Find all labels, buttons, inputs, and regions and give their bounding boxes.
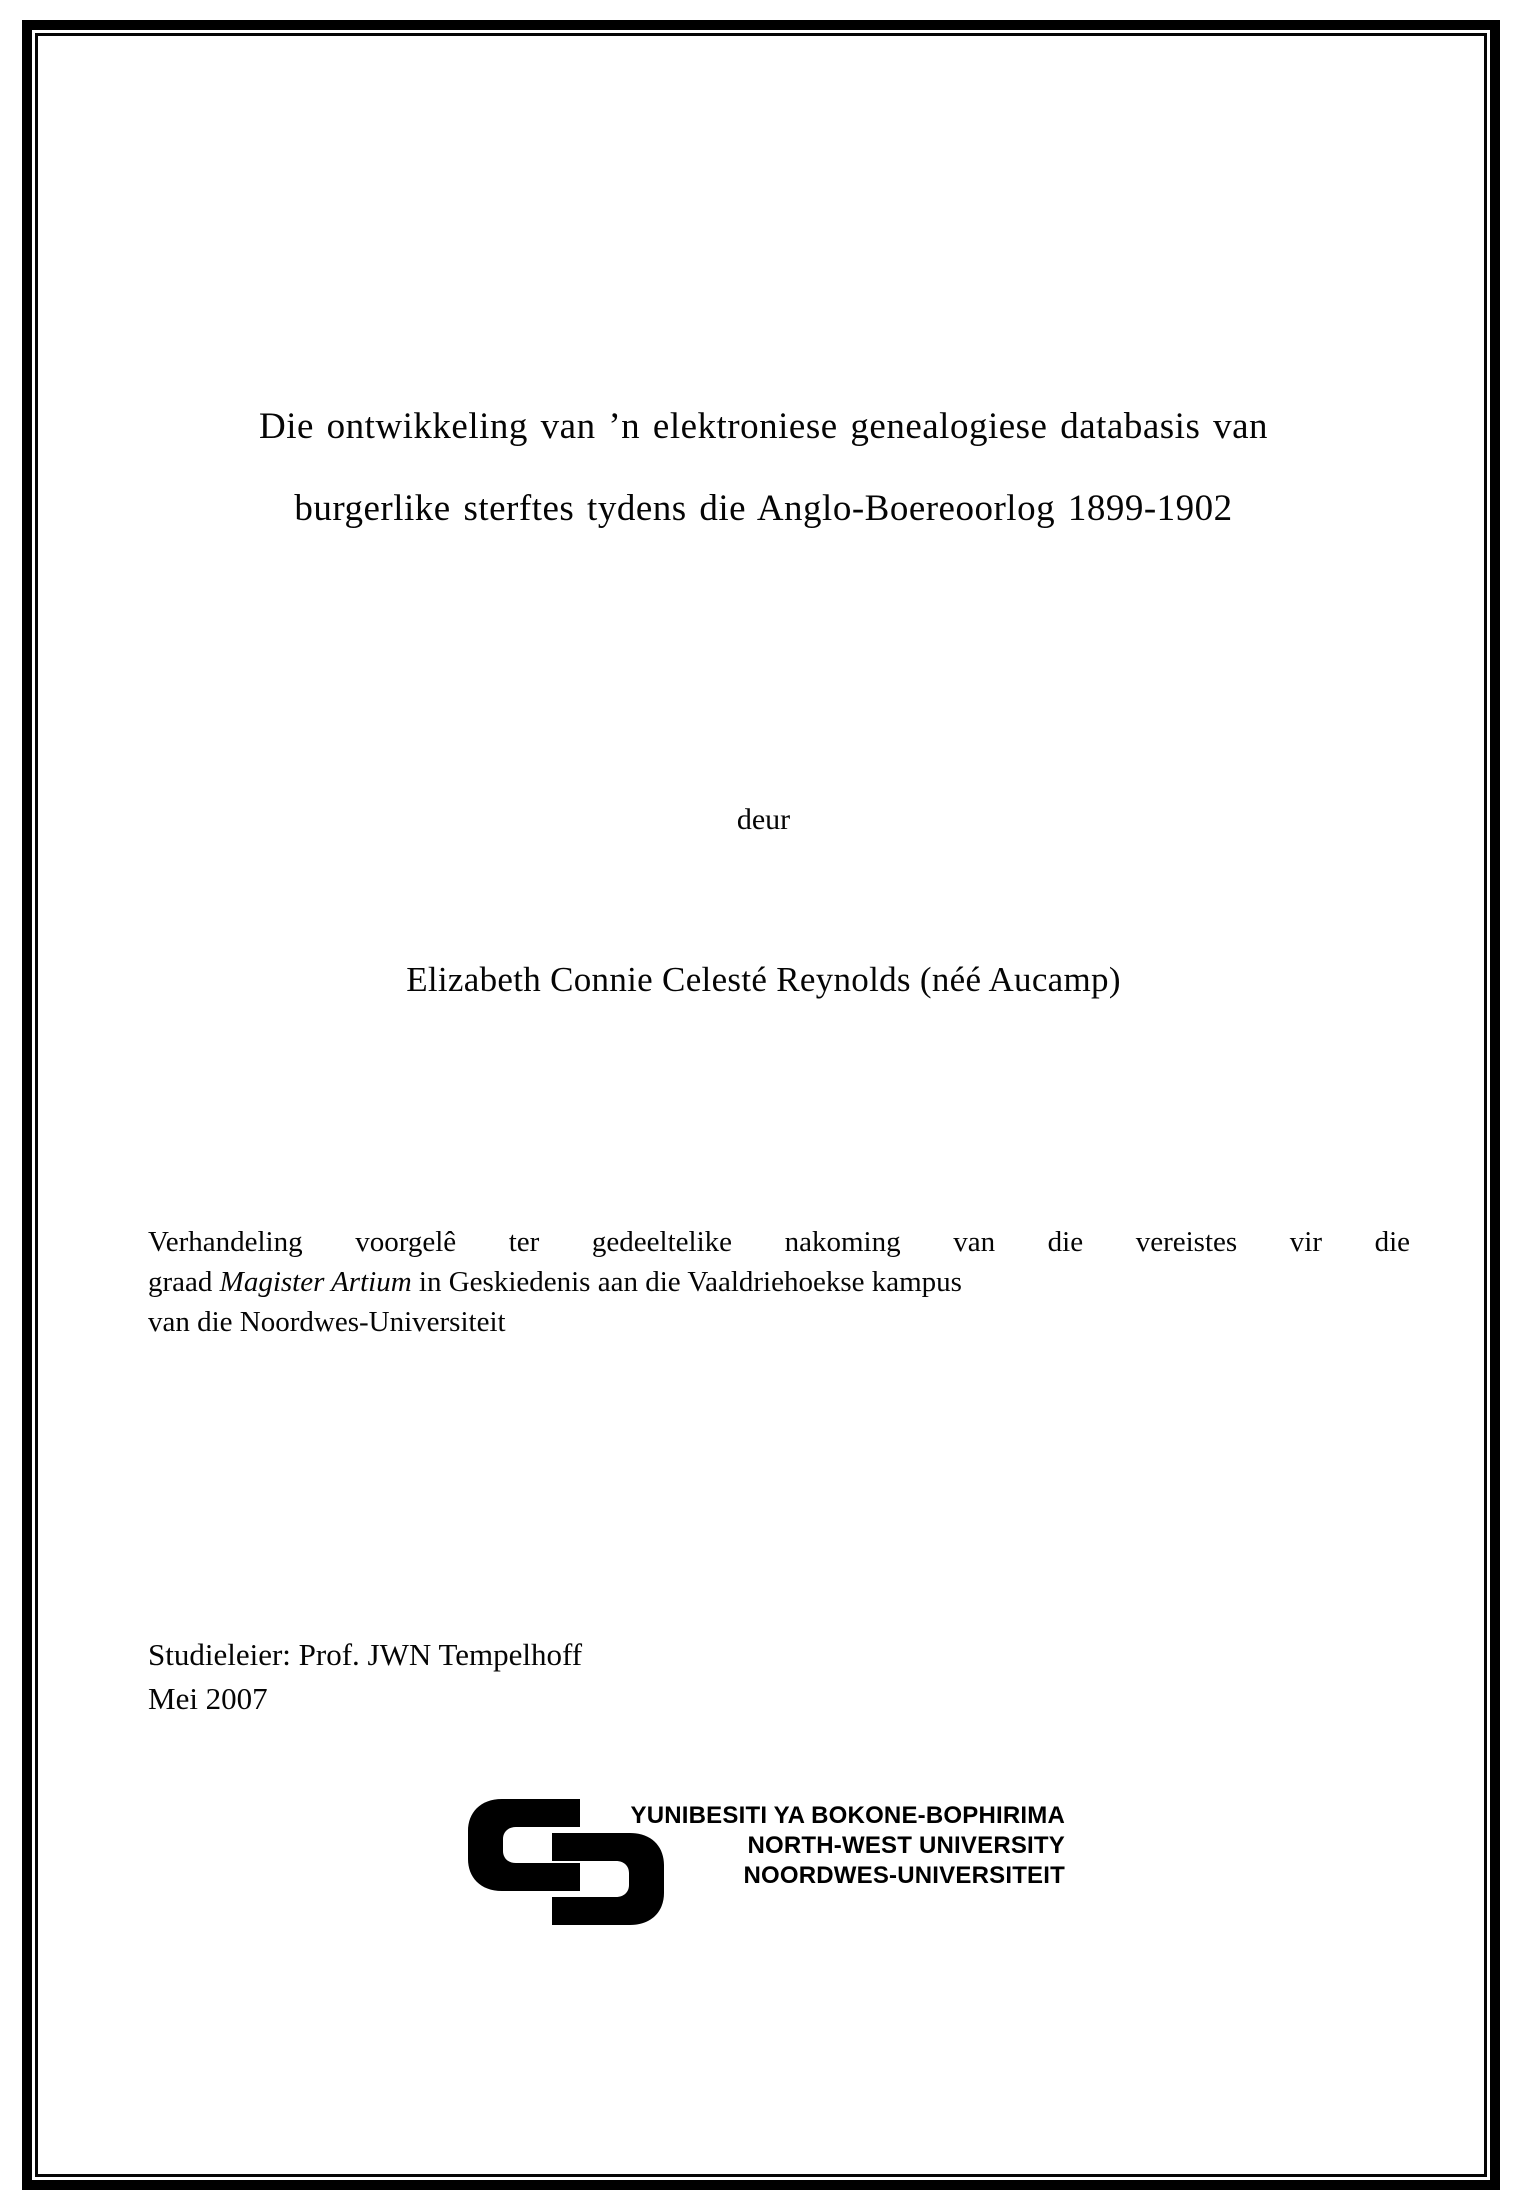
declaration-line3: van die Noordwes-Universiteit (148, 1306, 506, 1338)
declaration-line1: Verhandeling voorgelê ter gedeeltelike nakoming van die vereistes vir die (148, 1226, 1410, 1258)
byline-label: deur (736, 803, 791, 836)
declaration-line2-prefix: graad (148, 1266, 220, 1298)
supervisor-line: Studieleier: Prof. JWN Tempelhoff (148, 1637, 583, 1672)
university-wordmark (585, 1801, 1065, 1891)
declaration-line2-suffix: in Geskiedenis aan die Vaaldriehoekse kampus (411, 1266, 962, 1298)
declaration-line2 (148, 1262, 1410, 1302)
date-line: Mei 2007 (148, 1681, 268, 1716)
thesis-title-line2: burgerlike sterftes tydens die Anglo-Boereoorlog 1899-1902 (294, 488, 1233, 529)
thesis-title (70, 386, 1457, 550)
author-name: Elizabeth Connie Celesté Reynolds (néé Aucamp) (406, 960, 1121, 999)
university-name-afrikaans: NOORDWES-UNIVERSITEIT (743, 1862, 1065, 1889)
degree-declaration (148, 1222, 1410, 1342)
supervisor-date-block (148, 1633, 582, 1721)
thesis-title-line1: Die ontwikkeling van ’n elektroniese genealogiese databasis van (258, 406, 1269, 447)
university-name-english: NORTH-WEST UNIVERSITY (747, 1832, 1065, 1859)
university-name-setswana: YUNIBESITI YA BOKONE-BOPHIRIMA (630, 1802, 1065, 1829)
degree-name: Magister Artium (219, 1266, 412, 1298)
